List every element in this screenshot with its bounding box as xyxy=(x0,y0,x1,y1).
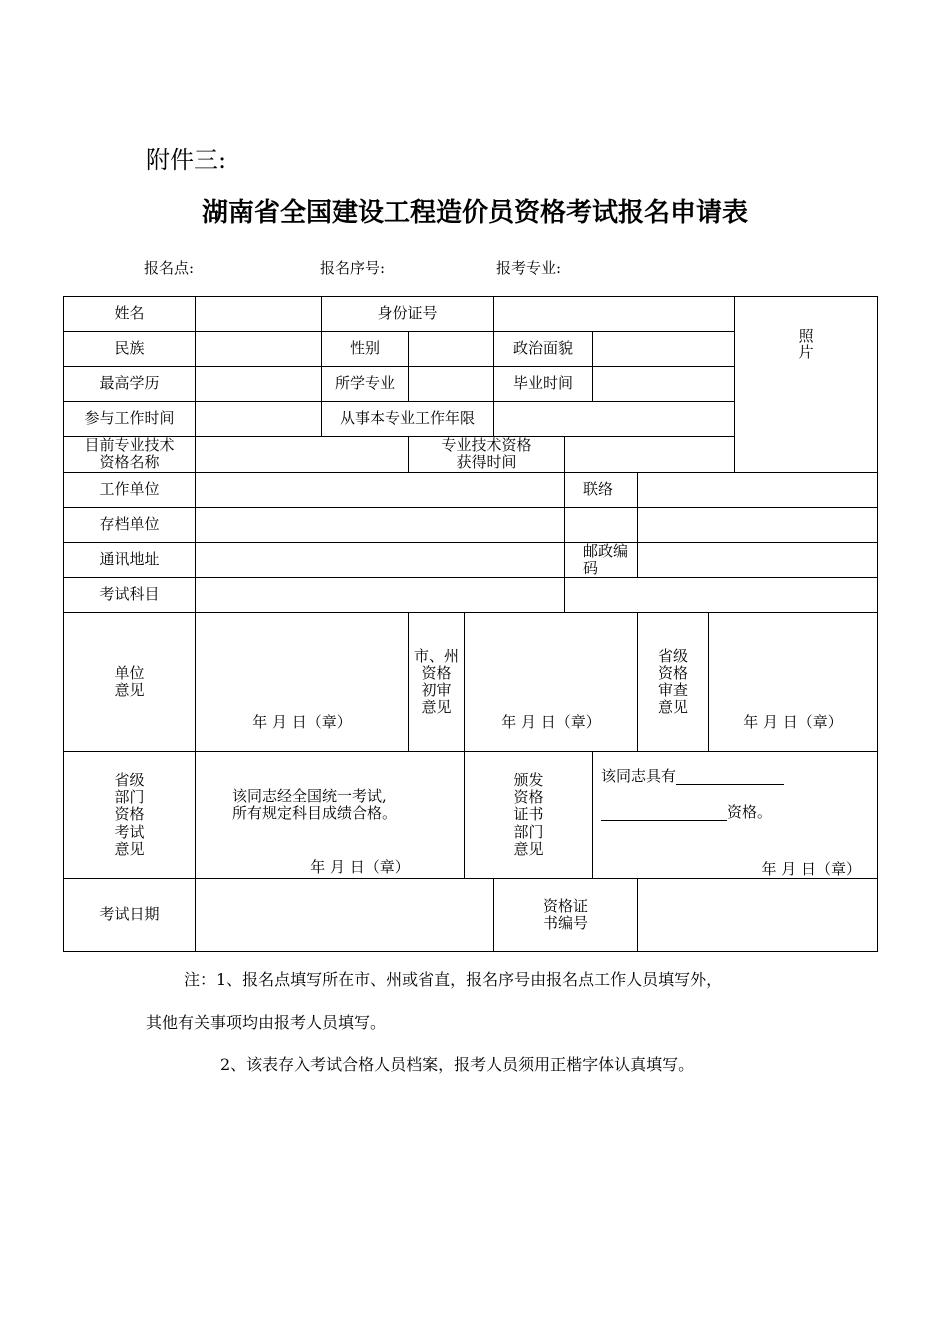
archive-blank-a[interactable] xyxy=(565,507,638,542)
exam-date-field[interactable] xyxy=(196,879,494,952)
id-no-label: 身份证号 xyxy=(322,297,494,332)
current-qualification-label: 目前专业技术 资格名称 xyxy=(64,437,196,473)
archive-unit-label: 存档单位 xyxy=(64,507,196,542)
dept-opinion-field[interactable] xyxy=(196,752,465,879)
dept-opinion-label: 省级 部门 资格 考试 意见 xyxy=(64,752,196,879)
registration-point-label: 报名点: xyxy=(144,259,195,277)
qualification-blank-1[interactable] xyxy=(676,768,784,785)
city-review-label: 市、州 资格 初审 意见 xyxy=(409,613,465,752)
date-seal: 年 月 日（章） xyxy=(761,859,862,878)
major-label: 报考专业: xyxy=(496,259,562,277)
political-status-field[interactable] xyxy=(593,332,735,367)
years-in-field-field[interactable] xyxy=(494,402,735,437)
unit-opinion-label: 单位 意见 xyxy=(64,613,196,752)
row-employer xyxy=(64,472,878,507)
archive-unit-field[interactable] xyxy=(196,507,565,542)
ethnicity-label: 民族 xyxy=(64,332,196,367)
address-field[interactable] xyxy=(196,542,565,578)
archive-blank-b[interactable] xyxy=(638,507,878,542)
attachment-label: 附件三: xyxy=(146,146,227,174)
registration-no-label: 报名序号: xyxy=(320,259,386,277)
province-review-label: 省级 资格 审查 意见 xyxy=(638,613,709,752)
province-review-field[interactable] xyxy=(709,613,878,752)
employer-field[interactable] xyxy=(196,472,565,507)
exam-date-label: 考试日期 xyxy=(64,879,196,952)
note-line-2: 其他有关事项均由报考人员填写。 xyxy=(146,1013,387,1032)
qualification-line: 资格。 xyxy=(601,804,772,821)
ethnicity-field[interactable] xyxy=(196,332,322,367)
education-field[interactable] xyxy=(196,367,322,402)
row-exam-subjects xyxy=(64,578,878,613)
qualification-time-label: 专业技术资格 获得时间 xyxy=(409,437,565,473)
political-status-label: 政治面貌 xyxy=(494,332,593,367)
passed-text: 该同志经全国统一考试, 所有规定科目成绩合格。 xyxy=(232,787,398,822)
photo-box[interactable] xyxy=(735,297,878,473)
cert-no-label: 资格证 书编号 xyxy=(494,879,638,952)
exam-subjects-field[interactable] xyxy=(196,578,565,613)
address-label: 通讯地址 xyxy=(64,542,196,578)
gender-label: 性别 xyxy=(322,332,409,367)
graduation-time-field[interactable] xyxy=(593,367,735,402)
unit-opinion-field[interactable] xyxy=(196,613,409,752)
row-archive xyxy=(64,507,878,542)
field-of-study-field[interactable] xyxy=(409,367,494,402)
row-name xyxy=(64,297,878,332)
issuing-dept-field[interactable] xyxy=(593,752,878,879)
note-line-1: 注：1、报名点填写所在市、州或省直，报名序号由报名点工作人员填写外， xyxy=(184,970,723,989)
qualification-time-field[interactable] xyxy=(565,437,735,473)
qualification-blank-2[interactable] xyxy=(601,804,727,821)
name-label: 姓名 xyxy=(64,297,196,332)
date-seal: 年 月 日（章） xyxy=(743,712,843,731)
date-seal: 年 月 日（章） xyxy=(252,712,352,731)
id-no-field[interactable] xyxy=(494,297,735,332)
photo-label: 照片 xyxy=(798,326,814,362)
row-dept-opinion xyxy=(64,752,878,879)
work-start-field[interactable] xyxy=(196,402,322,437)
years-in-field-label: 从事本专业工作年限 xyxy=(322,402,494,437)
education-label: 最高学历 xyxy=(64,367,196,402)
name-field[interactable] xyxy=(196,297,322,332)
issuing-dept-label: 颁发 资格 证书 部门 意见 xyxy=(465,752,593,879)
current-qualification-field[interactable] xyxy=(196,437,409,473)
contact-field[interactable] xyxy=(638,472,878,507)
employer-label: 工作单位 xyxy=(64,472,196,507)
contact-label: 联络 xyxy=(565,472,638,507)
postal-code-field[interactable] xyxy=(638,542,878,578)
page-title: 湖南省全国建设工程造价员资格考试报名申请表 xyxy=(201,198,748,228)
date-seal: 年 月 日（章） xyxy=(310,857,410,876)
application-form xyxy=(63,296,878,952)
row-address xyxy=(64,542,878,578)
city-review-field[interactable] xyxy=(465,613,638,752)
date-seal: 年 月 日（章） xyxy=(501,712,601,731)
row-reviews xyxy=(64,613,878,752)
graduation-time-label: 毕业时间 xyxy=(494,367,593,402)
note-line-3: 2、该表存入考试合格人员档案，报考人员须用正楷字体认真填写。 xyxy=(220,1055,695,1074)
work-start-label: 参与工作时间 xyxy=(64,402,196,437)
cert-no-field[interactable] xyxy=(638,879,878,952)
gender-field[interactable] xyxy=(409,332,494,367)
exam-subjects-extra[interactable] xyxy=(565,578,878,613)
row-exam-date xyxy=(64,879,878,952)
exam-subjects-label: 考试科目 xyxy=(64,578,196,613)
postal-code-label: 邮政编码 xyxy=(565,542,638,578)
field-of-study-label: 所学专业 xyxy=(322,367,409,402)
has-qualification-line: 该同志具有 xyxy=(601,768,784,785)
